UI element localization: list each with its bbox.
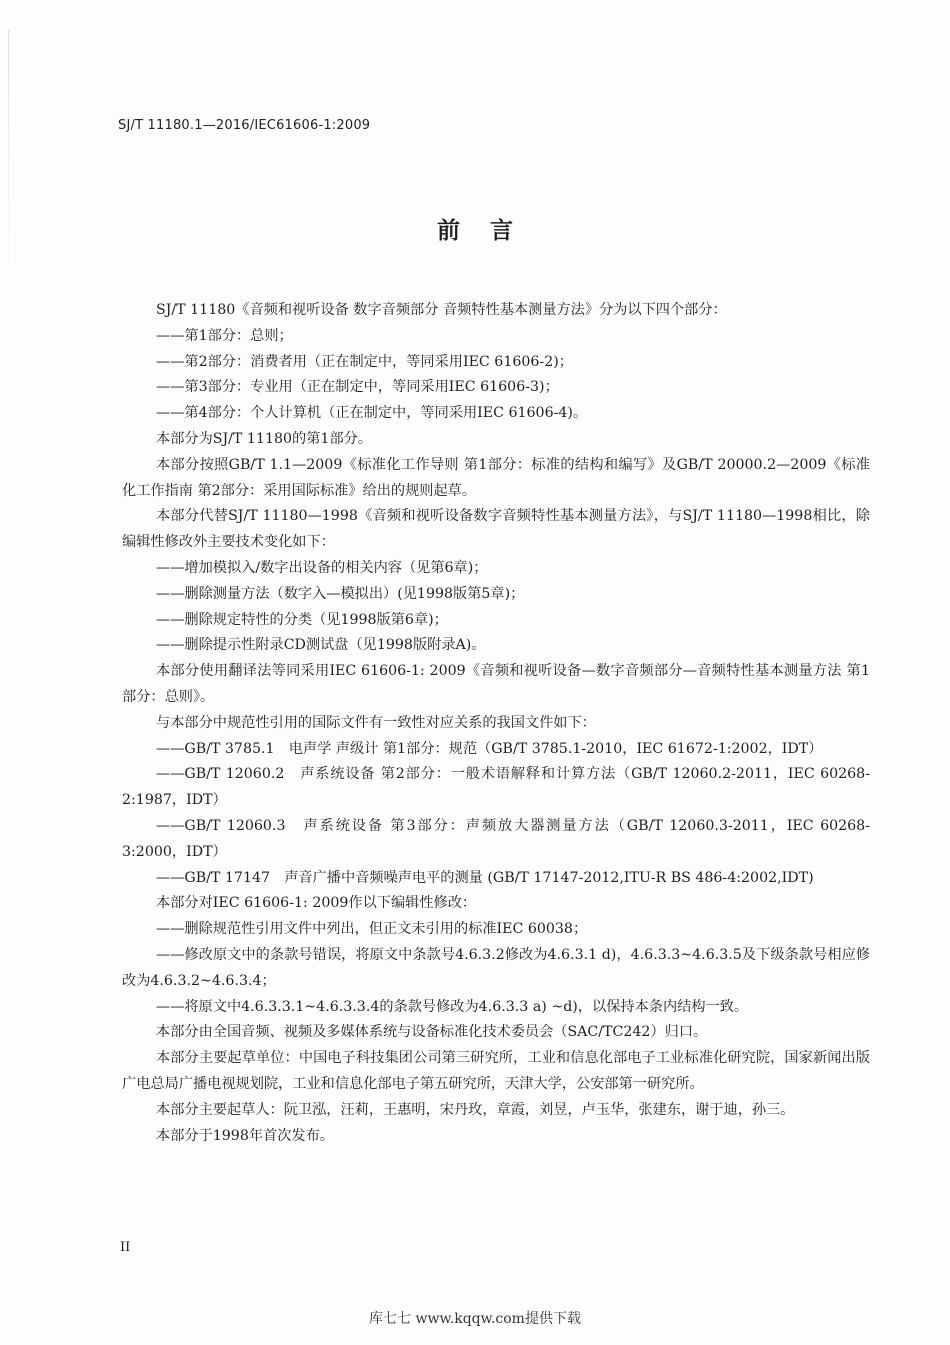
paragraph: 本部分主要起草人：阮卫泓，汪莉，王惠明，宋丹玫，章霞，刘昱，卢玉华，张建东，谢于迪，孙三。 [156, 1101, 795, 1118]
list-item: ——第2部分：消费者用（正在制定中，等同采用IEC 61606-2)； [156, 353, 573, 370]
list-item: ——删除测量方法（数字入—模拟出）(见1998版第5章)； [156, 585, 525, 602]
list-item: ——GB/T 17147 声音广播中音频噪声电平的测量 (GB/T 17147-2012,ITU-R BS 486-4:2002,IDT) [156, 869, 814, 886]
paragraph: 本部分由全国音频、视频及多媒体系统与设备标准化技术委员会（SAC/TC242）归口。 [156, 1024, 708, 1041]
list-item: ——GB/T 12060.3 声系统设备 第3部分：声频放大器测量方法（GB/T 12060.3-2011，IEC 60268-3:2000，IDT） [122, 817, 870, 860]
paragraph: 本部分主要起草单位：中国电子科技集团公司第三研究所，工业和信息化部电子工业标准化研究院，国家新闻出版广电总局广播电视规划院，工业和信息化部电子第五研究所，天津大学，公安部第一研究所。 [122, 1050, 870, 1092]
page-number: II [120, 1240, 131, 1255]
list-item: ——删除提示性附录CD测试盘（见1998版附录A)。 [156, 637, 486, 654]
page-title: 前言 [437, 218, 543, 244]
list-item: ——将原文中4.6.3.3.1~4.6.3.3.4的条款号修改为4.6.3.3 a) ~d)，以保持本条内结构一致。 [156, 998, 749, 1015]
standard-code-header: SJ/T 11180.1—2016/IEC61606-1:2009 [118, 118, 371, 133]
list-item: ——删除规定特性的分类（见1998版第6章)； [156, 611, 448, 628]
list-item: ——第1部分：总则； [156, 327, 293, 344]
list-item: ——第3部分：专业用（正在制定中，等同采用IEC 61606-3)； [156, 379, 559, 396]
list-item: ——第4部分：个人计算机（正在制定中，等同采用IEC 61606-4)。 [156, 405, 588, 422]
download-footer: 库七七 www.kqqw.com提供下载 [369, 1311, 581, 1327]
list-item: ——增加模拟入/数字出设备的相关内容（见第6章)； [156, 559, 488, 576]
paragraph: 本部分代替SJ/T 11180—1998《音频和视听设备数字音频特性基本测量方法》，与SJ/T 11180—1998相比，除编辑性修改外主要技术变化如下： [122, 508, 870, 551]
foreword-body [122, 298, 870, 1149]
list-item: ——GB/T 3785.1 电声学 声级计 第1部分：规范（GB/T 3785.1-2010，IEC 61672-1:2002，IDT） [156, 740, 823, 757]
list-item: ——修改原文中的条款号错误，将原文中条款号4.6.3.2修改为4.6.3.1 d)，4.6.3.3~4.6.3.5及下级条款号相应修改为4.6.3.2~4.6.3.4； [122, 946, 870, 989]
list-item: ——删除规范性引用文件中列出，但正文未引用的标准IEC 60038； [156, 921, 588, 938]
paragraph: 本部分于1998年首次发布。 [156, 1127, 334, 1144]
paragraph: 本部分按照GB/T 1.1—2009《标准化工作导则 第1部分：标准的结构和编写》及GB/T 20000.2—2009《标准化工作指南 第2部分：采用国际标准》给出的规则起草。 [122, 456, 870, 499]
list-item: ——GB/T 12060.2 声系统设备 第2部分：一般术语解释和计算方法（GB/T 12060.2-2011，IEC 60268-2:1987，IDT） [122, 766, 870, 809]
paragraph: 本部分为SJ/T 11180的第1部分。 [156, 430, 373, 447]
scan-edge-mark [8, 30, 9, 290]
paragraph: SJ/T 11180《音频和视听设备 数字音频部分 音频特性基本测量方法》分为以下四个部分： [156, 302, 727, 318]
paragraph: 本部分对IEC 61606-1: 2009作以下编辑性修改： [156, 895, 477, 912]
paragraph: 与本部分中规范性引用的国际文件有一致性对应关系的我国文件如下： [156, 714, 596, 731]
paragraph: 本部分使用翻译法等同采用IEC 61606-1: 2009《音频和视听设备—数字音频部分—音频特性基本测量方法 第1部分：总则》。 [122, 663, 870, 705]
